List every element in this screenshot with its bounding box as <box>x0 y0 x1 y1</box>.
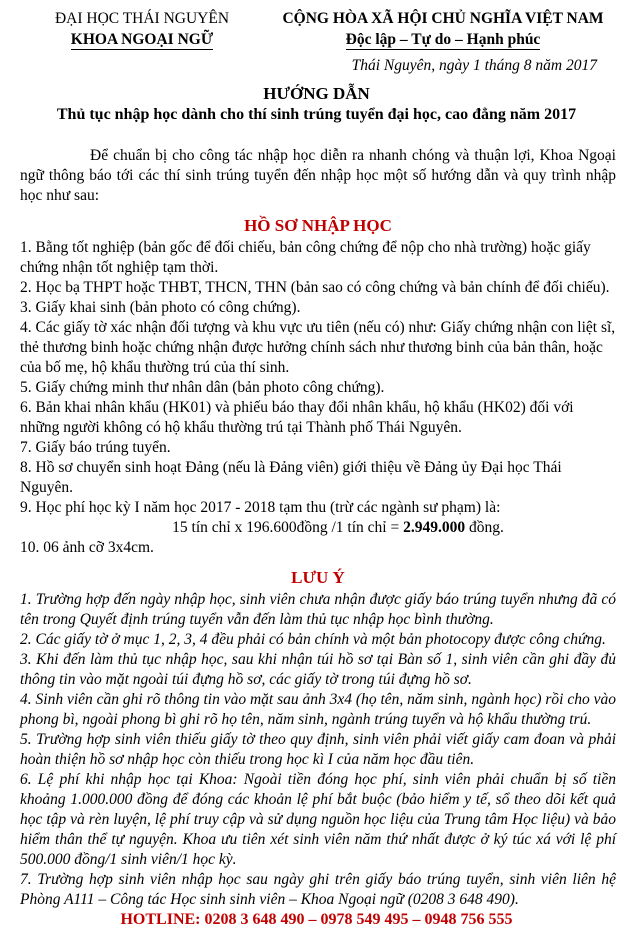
list-item: 1. Bằng tốt nghiệp (bản gốc để đối chiếu, bản công chứng để nộp cho nhà trường) hoặc giấy chứng nhận tốt nghiệp tạm thời. <box>20 239 591 276</box>
intro-paragraph: Để chuẩn bị cho công tác nhập học diễn ra nhanh chóng và thuận lợi, Khoa Ngoại ngữ thông báo tới các thí sinh trúng tuyển đến nhập học một số hướng dẫn và quy trình nhập học như sau: <box>20 147 616 204</box>
list-item: 9. Học phí học kỳ I năm học 2017 - 2018 tạm thu (trừ các ngành sư phạm) là: <box>20 499 501 516</box>
list-item: 4. Các giấy tờ xác nhận đối tượng và khu vực ưu tiên (nếu có) như: Giấy chứng nhận con liệt sĩ, thẻ thương binh hoặc chứng nhận được hưởng chính sách như thương binh của bản thân, hoặc của bố mẹ, hộ khẩu thường trú của thí sinh. <box>20 319 616 376</box>
list-item: 3. Giấy khai sinh (bản photo có công chứng). <box>20 299 301 316</box>
university-name: ĐẠI HỌC THÁI NGUYÊN <box>54 10 230 27</box>
header-left <box>22 8 262 50</box>
fee-total: 2.949.000 <box>403 519 466 536</box>
list-item: 6. Bản khai nhân khẩu (HK01) và phiếu báo thay đổi nhân khẩu, hộ khẩu (HK02) đối với những người không có hộ khẩu thường trú tại Thành phố Thái Nguyên. <box>20 399 574 436</box>
fee-unit: đồng. <box>465 519 504 536</box>
list-item: 10. 06 ảnh cỡ 3x4cm. <box>20 539 154 556</box>
note-item: 6. Lệ phí khi nhập học tại Khoa: Ngoài tiền đóng học phí, sinh viên phải chuẩn bị số tiền khoảng 1.000.000 đồng để đóng các khoản lệ phí bắt buộc (bảo hiểm y tế, sổ theo dõi kết quả học tập và rèn luyện, lệ phí truy cập và sử dụng nguồn học liệu của Trung tâm Học liệu) và bảo hiểm thân thể tự nguyện. Khoa ưu tiên xét sinh viên năm thứ nhất được ở ký túc xá với lệ phí 500.000 đồng/1 sinh viên/1 học kỳ. <box>20 771 616 868</box>
document-subtitle: Thủ tục nhập học dành cho thí sinh trúng tuyển đại học, cao đẳng năm 2017 <box>56 106 577 123</box>
note-item: 5. Trường hợp sinh viên thiếu giấy tờ theo quy định, sinh viên phải viết giấy cam đoan và phải hoàn thiện hồ sơ nhập học còn thiếu trong học kì I của năm học đầu tiên. <box>20 731 616 768</box>
list-item: 7. Giấy báo trúng tuyển. <box>20 439 171 456</box>
document-date: Thái Nguyên, ngày 1 tháng 8 năm 2017 <box>351 57 597 74</box>
note-item: 3. Khi đến làm thủ tục nhập học, sau khi nhận túi hồ sơ tại Bàn số 1, sinh viên cần ghi đầy đủ thông tin vào mặt ngoài túi đựng hồ sơ, các giấy tờ trong túi đựng hồ sơ. <box>20 651 616 688</box>
note-item: 1. Trường hợp đến ngày nhập học, sinh viên chưa nhận được giấy báo trúng tuyển nhưng đã có tên trong Quyết định trúng tuyển vẫn đến làm thủ tục nhập học bình thường. <box>20 591 616 628</box>
list-item: 2. Học bạ THPT hoặc THBT, THCN, THN (bản sao có công chứng và bản chính để đối chiếu). <box>20 279 610 296</box>
header-right <box>258 8 628 50</box>
national-motto: Độc lập – Tự do – Hạnh phúc <box>345 31 541 48</box>
faculty-name: KHOA NGOẠI NGỮ <box>70 31 214 48</box>
list-item: 5. Giấy chứng minh thư nhân dân (bản photo công chứng). <box>20 379 385 396</box>
document-title: HƯỚNG DẪN <box>263 84 370 103</box>
section-heading-documents: HỒ SƠ NHẬP HỌC <box>244 216 392 235</box>
list-item: 8. Hồ sơ chuyển sinh hoạt Đảng (nếu là Đảng viên) giới thiệu về Đảng ủy Đại học Thái Nguyên. <box>20 459 562 496</box>
tuition-fee-line <box>20 518 616 538</box>
hotline: HOTLINE: 0208 3 648 490 – 0978 549 495 – 0948 756 555 <box>120 911 513 928</box>
document-body <box>20 146 616 910</box>
note-item: 2. Các giấy tờ ở mục 1, 2, 3, 4 đều phải có bản chính và một bản photocopy được công chứng. <box>20 631 606 648</box>
national-title: CỘNG HÒA XÃ HỘI CHỦ NGHĨA VIỆT NAM <box>282 10 604 27</box>
note-item: 7. Trường hợp sinh viên nhập học sau ngày ghi trên giấy báo trúng tuyển, sinh viên liên hệ Phòng A111 – Công tác Học sinh sinh viên – Khoa Ngoại ngữ (0208 3 648 490). <box>20 871 616 908</box>
notes-list <box>20 590 616 910</box>
note-item: 4. Sinh viên cần ghi rõ thông tin vào mặt sau ảnh 3x4 (họ tên, năm sinh, ngành học) rồi cho vào phong bì, ngoài phong bì ghi rõ họ tên, năm sinh, ngành trúng tuyển và hộ khẩu thường trú. <box>20 691 616 728</box>
section-heading-notes: LƯU Ý <box>291 568 345 587</box>
fee-formula: 15 tín chỉ x 196.600đồng /1 tín chỉ = <box>172 519 404 536</box>
